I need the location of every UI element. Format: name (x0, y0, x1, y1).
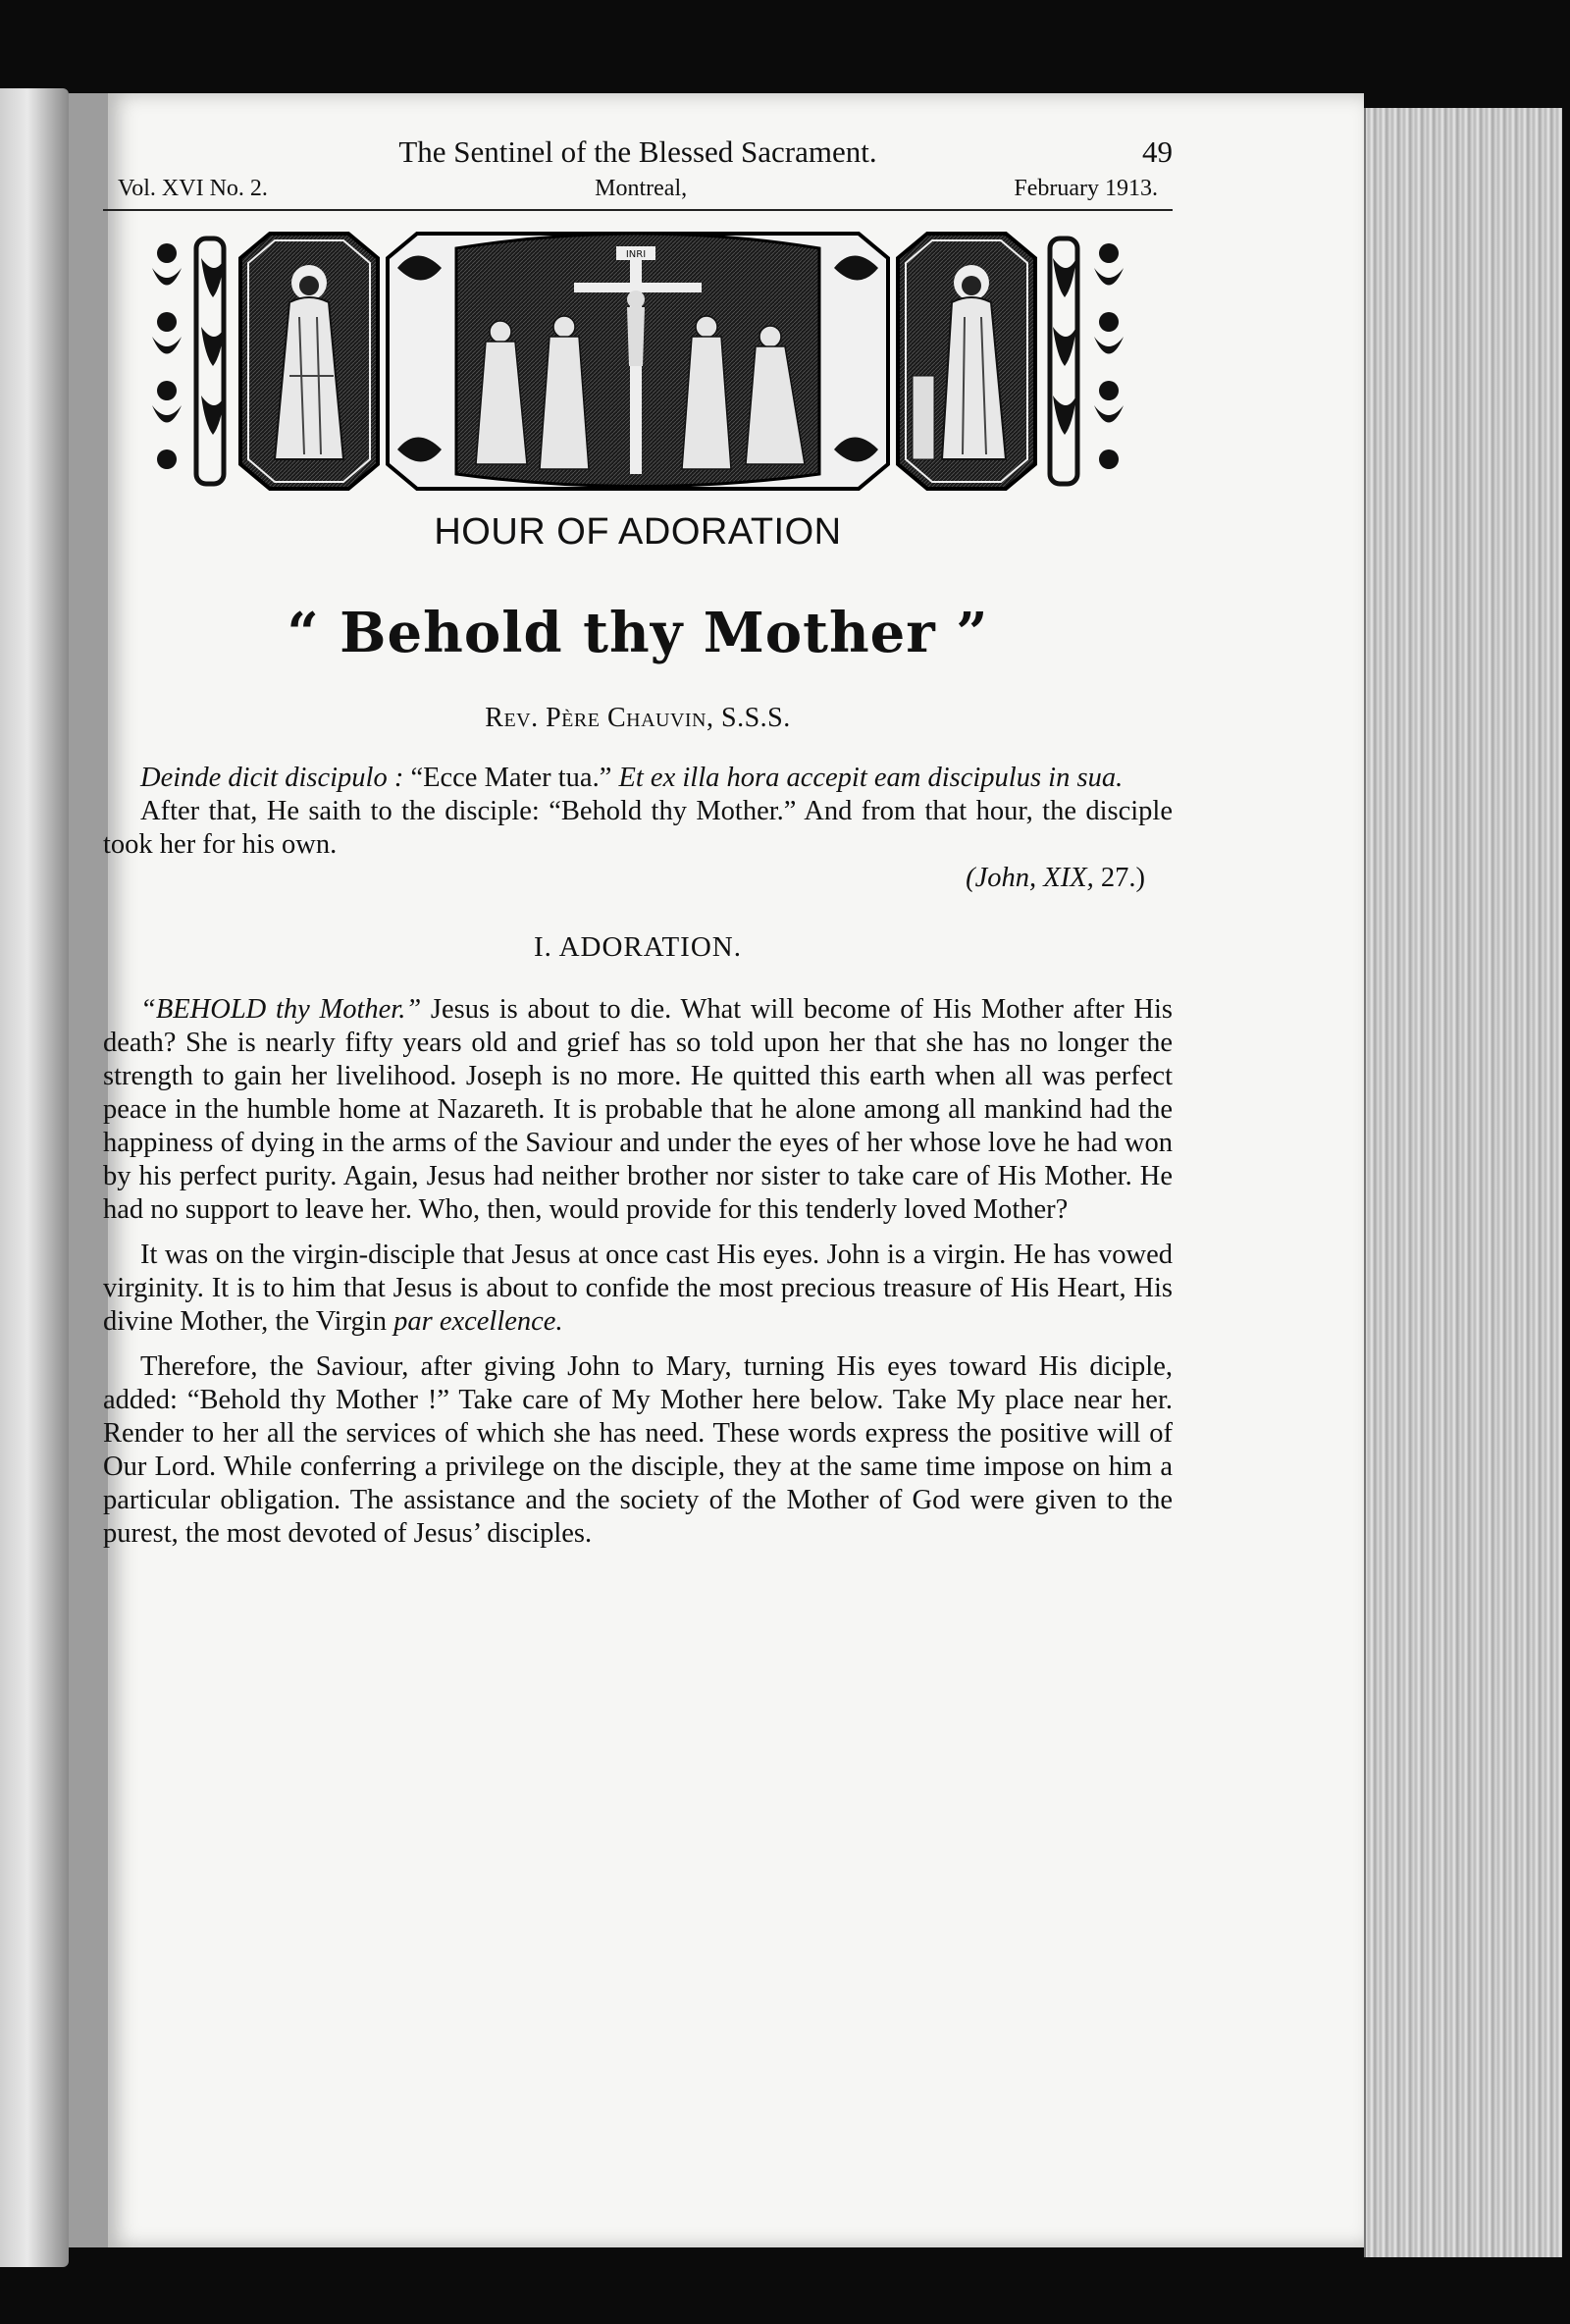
latin-part-1: Deinde dicit discipulo : (140, 763, 404, 793)
paragraph-2-italic: par excellence. (393, 1306, 563, 1337)
article-title: “ Behold thy Mother ” (287, 601, 989, 665)
english-epigraph: After that, He saith to the disciple: “Behold thy Mother.” And from that hour, the disciple took her for his own. (103, 796, 1173, 860)
latin-epigraph (103, 762, 1173, 795)
crucifixion-panel (388, 234, 888, 489)
right-fleur-ornament (1050, 238, 1124, 484)
article-author: Rev. Père Chauvin, S.S.S. (485, 703, 791, 733)
issue-line (103, 172, 1173, 211)
paragraph-3: Therefore, the Saviour, after giving John to Mary, turning His eyes toward His diciple, added: “Behold thy Mother !” Take care of My Mother here below. Take My place near her. Render to her all the services of which she has need. These words express the positive will of Our Lord. While conferring a privilege on the disciple, they at the same time impose on him a particular obligation. The assistance and the society of the Mother of God were given to the purest, the most devoted of Jesus’ disciples. (103, 1351, 1173, 1549)
citation-book: (John, XIX, (966, 863, 1094, 893)
running-header (103, 132, 1173, 172)
section-kicker: HOUR OF ADORATION (434, 511, 842, 553)
paragraph-2-text: It was on the virgin-disciple that Jesus at once cast His eyes. John is a virgin. He has vowed virginity. It is to him that Jesus is about to confide the most precious treasure of His Heart, His divine Mother, the Virgin (103, 1240, 1173, 1337)
latin-part-2: “Ecce Mater tua.” (403, 763, 619, 793)
publication-title: The Sentinel of the Blessed Sacrament. (398, 134, 877, 169)
article-body (103, 762, 1173, 1551)
latin-part-3: Et ex illa hora accepit eam discipulus in sua. (618, 763, 1124, 793)
paragraph-1-text: Jesus is about to die. What will become of His Mother after His death? She is nearly fifty years old and grief has so told upon her that she has no longer the strength to gain her livelihood. Joseph is no more. He quitted this earth when all was perfect peace in the humble home at Nazareth. It is probable that he alone among all mankind had the happiness of dying in the arms of the Saviour and under the eyes of her whose love he had won by his perfect purity. Again, Jesus had neither brother nor sister to take care of His Mother. He had no support to leave her. Who, then, would provide for this tenderly loved Mother? (103, 994, 1173, 1225)
page-number: 49 (1142, 134, 1173, 169)
paragraph-1 (103, 993, 1173, 1227)
issue-city: Montreal, (595, 176, 688, 201)
crucifixion-engraving-banner (142, 229, 1133, 494)
scripture-citation (103, 862, 1145, 895)
paragraph-1-lead: “BEHOLD thy Mother.” (140, 994, 422, 1025)
page-content (103, 132, 1173, 1562)
volume-number: Vol. XVI No. 2. (118, 176, 268, 201)
section-heading: I. ADORATION. (534, 931, 742, 963)
left-fleur-ornament (152, 238, 225, 484)
cross-inscription: INRI (625, 249, 647, 260)
citation-verse: 27.) (1093, 863, 1145, 893)
adjacent-page-edge (0, 88, 69, 2267)
book-fore-edge (1364, 108, 1562, 2257)
paragraph-2 (103, 1239, 1173, 1339)
issue-date: February 1913. (1014, 176, 1158, 201)
saint-john-panel (898, 234, 1035, 489)
virgin-mary-panel (240, 234, 378, 489)
